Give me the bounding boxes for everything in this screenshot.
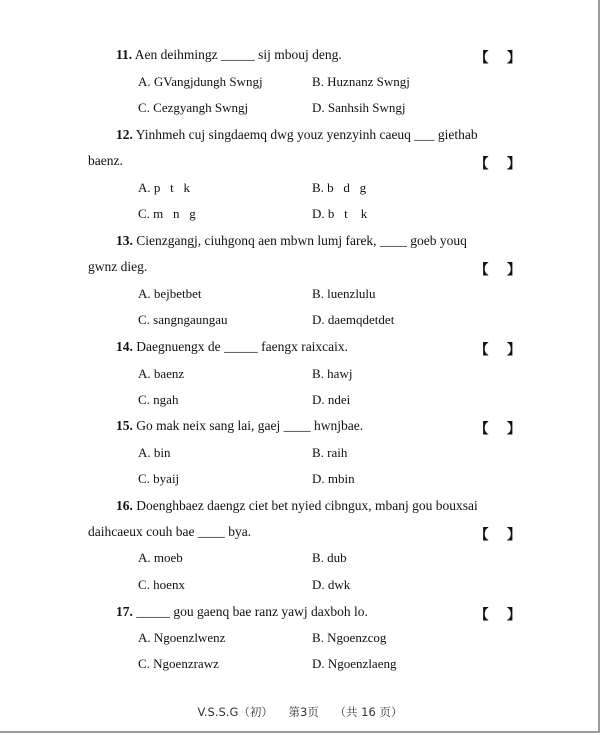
question-text: Aen deihmingz _____ sij mbouj deng. <box>134 47 342 62</box>
option-d: D. b t k <box>312 206 368 221</box>
option-d: D. daemqdetdet <box>312 312 395 327</box>
question-15 <box>116 417 363 435</box>
answer-bracket: 【 】 <box>475 527 522 542</box>
question-text: Go mak neix sang lai, gaej ____ hwnjbae. <box>136 418 364 433</box>
option-c: C. byaij <box>138 471 180 486</box>
question-number: 17. <box>116 604 133 619</box>
answer-bracket: 【 】 <box>475 342 522 357</box>
answer-bracket: 【 】 <box>475 50 522 65</box>
answer-bracket: 【 】 <box>475 607 522 622</box>
question-number: 12. <box>116 127 133 142</box>
option-a: A. bin <box>138 445 171 460</box>
option-c: C. m n g <box>138 206 196 221</box>
option-a: A. moeb <box>138 550 183 565</box>
option-c: C. sangngaungau <box>138 312 228 327</box>
option-b: B. raih <box>312 445 348 460</box>
option-b: B. hawj <box>312 366 353 381</box>
option-a: A. bejbetbet <box>138 286 202 301</box>
question-12 <box>116 126 478 144</box>
option-b: B. Huznanz Swngj <box>312 74 410 89</box>
footer-page-number: 第3页 <box>288 705 319 719</box>
question-text: Yinhmeh cuj singdaemq dwg youz yenzyinh caeuq ___ giethab <box>135 127 478 142</box>
option-a: A. GVangjdungh Swngj <box>138 74 263 89</box>
option-d: D. mbin <box>312 471 355 486</box>
question-text: _____ gou gaenq bae ranz yawj daxboh lo. <box>136 604 368 619</box>
question-text-continued: daihcaeux couh bae ____ bya. <box>88 524 252 539</box>
question-number: 11. <box>116 47 133 62</box>
option-d: D. ndei <box>312 392 351 407</box>
answer-bracket: 【 】 <box>475 421 522 436</box>
question-text: Daegnuengx de _____ faengx raixcaix. <box>136 339 349 354</box>
question-text-continued: baenz. <box>88 153 123 168</box>
question-14 <box>116 338 348 356</box>
question-number: 15. <box>116 418 133 433</box>
option-a: A. baenz <box>138 366 185 381</box>
option-b: B. b d g <box>312 180 367 195</box>
question-text: Doenghbaez daengz ciet bet nyied cibnguх, mbanj gou bouxsai <box>136 498 478 513</box>
question-17 <box>116 603 368 621</box>
question-number: 16. <box>116 498 133 513</box>
option-c: C. Cezgyangh Swngj <box>138 100 249 115</box>
option-b: B. luenzlulu <box>312 286 376 301</box>
option-d: D. Ngoenzlaeng <box>312 656 397 671</box>
option-c: C. ngah <box>138 392 179 407</box>
option-c: C. Ngoenzrawz <box>138 656 219 671</box>
question-text: Cienzgangj, ciuhgonq aen mbwn lumj farek, ____ goeb youq <box>136 233 467 248</box>
option-b: B. Ngoenzcog <box>312 630 387 645</box>
question-text-continued: gwnz dieg. <box>88 259 148 274</box>
page-footer <box>0 704 600 720</box>
option-d: D. Sanhsih Swngj <box>312 100 406 115</box>
option-a: A. p t k <box>138 180 190 195</box>
question-13 <box>116 232 467 250</box>
option-b: B. dub <box>312 550 347 565</box>
question-number: 13. <box>116 233 133 248</box>
footer-total-pages: （共 16 页） <box>334 705 403 719</box>
option-a: A. Ngoenzlwenz <box>138 630 226 645</box>
question-number: 14. <box>116 339 133 354</box>
footer-code: V.S.S.G（初） <box>197 705 273 719</box>
answer-bracket: 【 】 <box>475 262 522 277</box>
answer-bracket: 【 】 <box>475 156 522 171</box>
question-16 <box>116 497 478 515</box>
question-11 <box>116 46 342 64</box>
option-d: D. dwk <box>312 577 351 592</box>
option-c: C. hoenx <box>138 577 185 592</box>
